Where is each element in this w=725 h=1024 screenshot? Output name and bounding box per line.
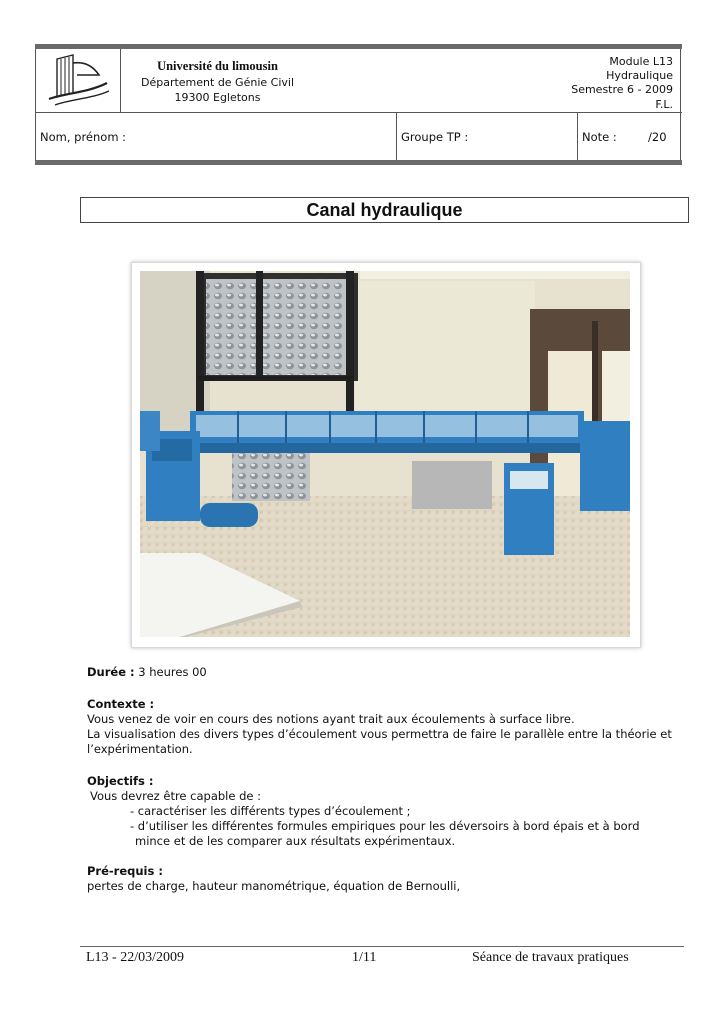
duration-line — [87, 665, 207, 680]
objectives-intro: Vous devrez être capable de : — [90, 789, 262, 803]
duration-value: 3 heures 00 — [138, 665, 207, 679]
context-line-2: La visualisation des divers types d’écoulement vous permettra de faire le parallèle entre la théorie et — [87, 727, 672, 741]
duration-label: Durée : — [87, 665, 135, 679]
field-separator — [396, 113, 397, 160]
group-field-label: Groupe TP : — [401, 130, 469, 144]
note-field-label: Note : — [582, 130, 617, 144]
field-separator — [577, 113, 578, 160]
logo-cell — [35, 49, 121, 112]
context-line-3: l’expérimentation. — [87, 742, 193, 756]
semester: Semestre 6 - 2009 — [571, 83, 673, 96]
footer-date: L13 - 22/03/2009 — [86, 950, 184, 965]
note-scale: /20 — [648, 130, 667, 144]
footer-session: Séance de travaux pratiques — [472, 950, 629, 965]
module-subject: Hydraulique — [606, 69, 673, 82]
footer-rule — [80, 946, 684, 947]
department-name: Département de Génie Civil — [140, 76, 295, 89]
context-heading: Contexte : — [87, 697, 155, 711]
prereq-text: pertes de charge, hauteur manométrique, équation de Bernoulli, — [87, 879, 461, 893]
header-bottom-bar — [35, 160, 682, 165]
prereq-heading: Pré-requis : — [87, 864, 163, 878]
context-line-1: Vous venez de voir en cours des notions ayant trait aux écoulements à surface libre. — [87, 712, 575, 726]
author-initials: F.L. — [655, 98, 673, 111]
university-logo-icon — [35, 49, 121, 112]
objective-item-2: - d’utiliser les différentes formules empiriques pour les déversoirs à bord épais et à bord — [130, 819, 640, 833]
city: 19300 Egletons — [174, 91, 261, 104]
module-code: Module L13 — [609, 55, 673, 68]
objective-item-2-cont: mince et de les comparer aux résultats expérimentaux. — [135, 834, 456, 848]
objectives-heading: Objectifs : — [87, 774, 154, 788]
objective-item-1: - caractériser les différents types d’écoulement ; — [130, 804, 411, 818]
header-top-bar — [35, 44, 682, 49]
header-divider — [35, 112, 682, 113]
page-title: Canal hydraulique — [80, 197, 689, 223]
footer-page-number: 1/11 — [352, 950, 377, 965]
hydraulic-channel-photo — [140, 271, 630, 637]
name-field-label: Nom, prénom : — [40, 130, 127, 144]
university-name: Université du limousin — [157, 59, 278, 73]
